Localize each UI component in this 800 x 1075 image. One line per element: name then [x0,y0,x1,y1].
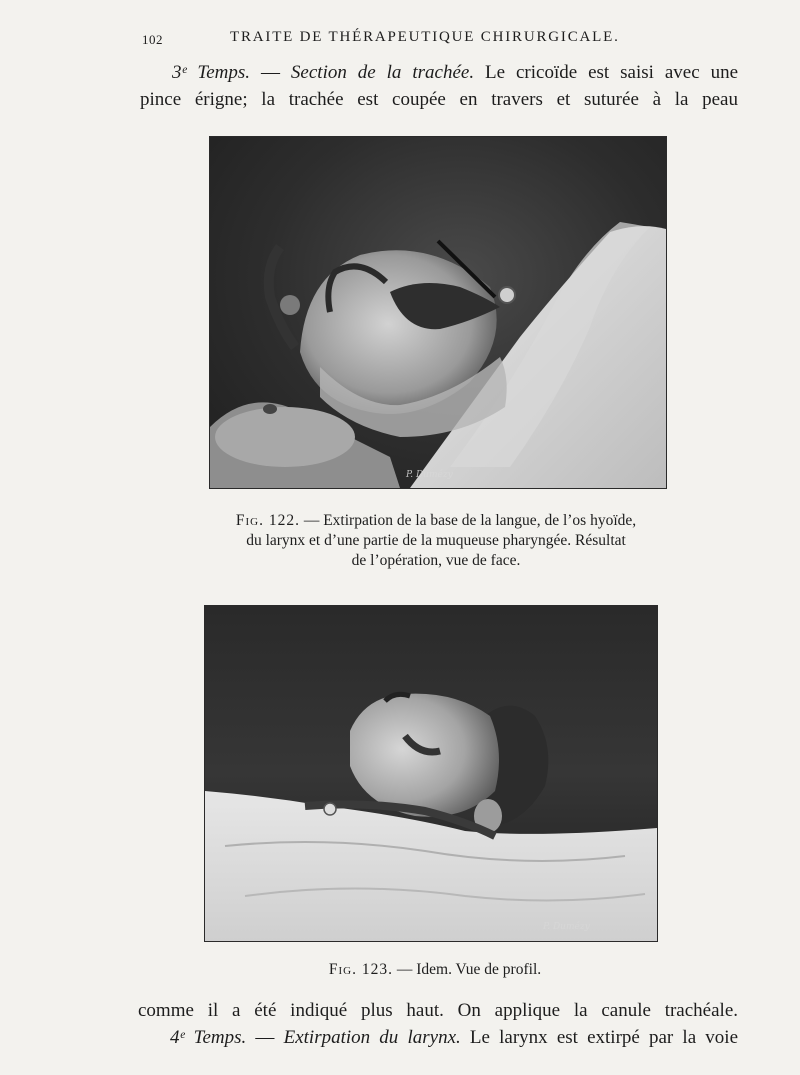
engraver-signature: P. Dumézy [406,470,453,480]
figure-123-photo [204,605,658,942]
heading-dash: — [250,62,291,83]
figure-122-label: Fig. 122. [235,512,300,529]
body-line-3: comme il a été indiqué plus haut. On applique la canule trachéale. [138,1000,738,1021]
page-number: 102 [142,32,163,47]
figure-122-photo [209,136,667,489]
step-title-4: Extirpation du larynx. [283,1027,461,1048]
body-line-1 [140,62,738,84]
caption-122-text-1: — Extirpation de la base de la langue, de l’os hyoïde, [299,512,637,529]
running-title: TRAITE DE THÉRAPEUTIQUE CHIRURGICALE. [230,29,620,45]
body-text-1: Le cricoïde est saisi avec une [474,62,739,83]
caption-122-line-2: du larynx et d’une partie de la muqueuse pharyngée. Résultat [246,532,626,549]
caption-122-line-1 [196,511,676,531]
caption-123-text: — Idem. Vue de profil. [392,961,542,978]
figure-123-caption [200,960,670,980]
body-text-4: Le larynx est extirpé par la voie [460,1027,739,1048]
body-line-4 [138,1027,738,1049]
heading-dash-2: — [246,1027,284,1048]
page-header [140,28,780,48]
figure-122-illustration [210,137,666,488]
caption-122-line-3: de l’opération, vue de face. [351,552,521,569]
step-heading-4: 4ᵉ Temps. [170,1027,247,1048]
step-heading-3: 3ᵉ Temps. [172,62,251,83]
body-line-2: pince érigne; la trachée est coupée en travers et suturée à la peau [140,89,738,110]
figure-122-caption [196,511,676,571]
figure-123-illustration [205,606,657,941]
step-title-3: Section de la trachée. [290,62,475,83]
engraver-signature-2: P. Dumézy [543,922,590,932]
figure-123-label: Fig. 123. [328,961,393,978]
